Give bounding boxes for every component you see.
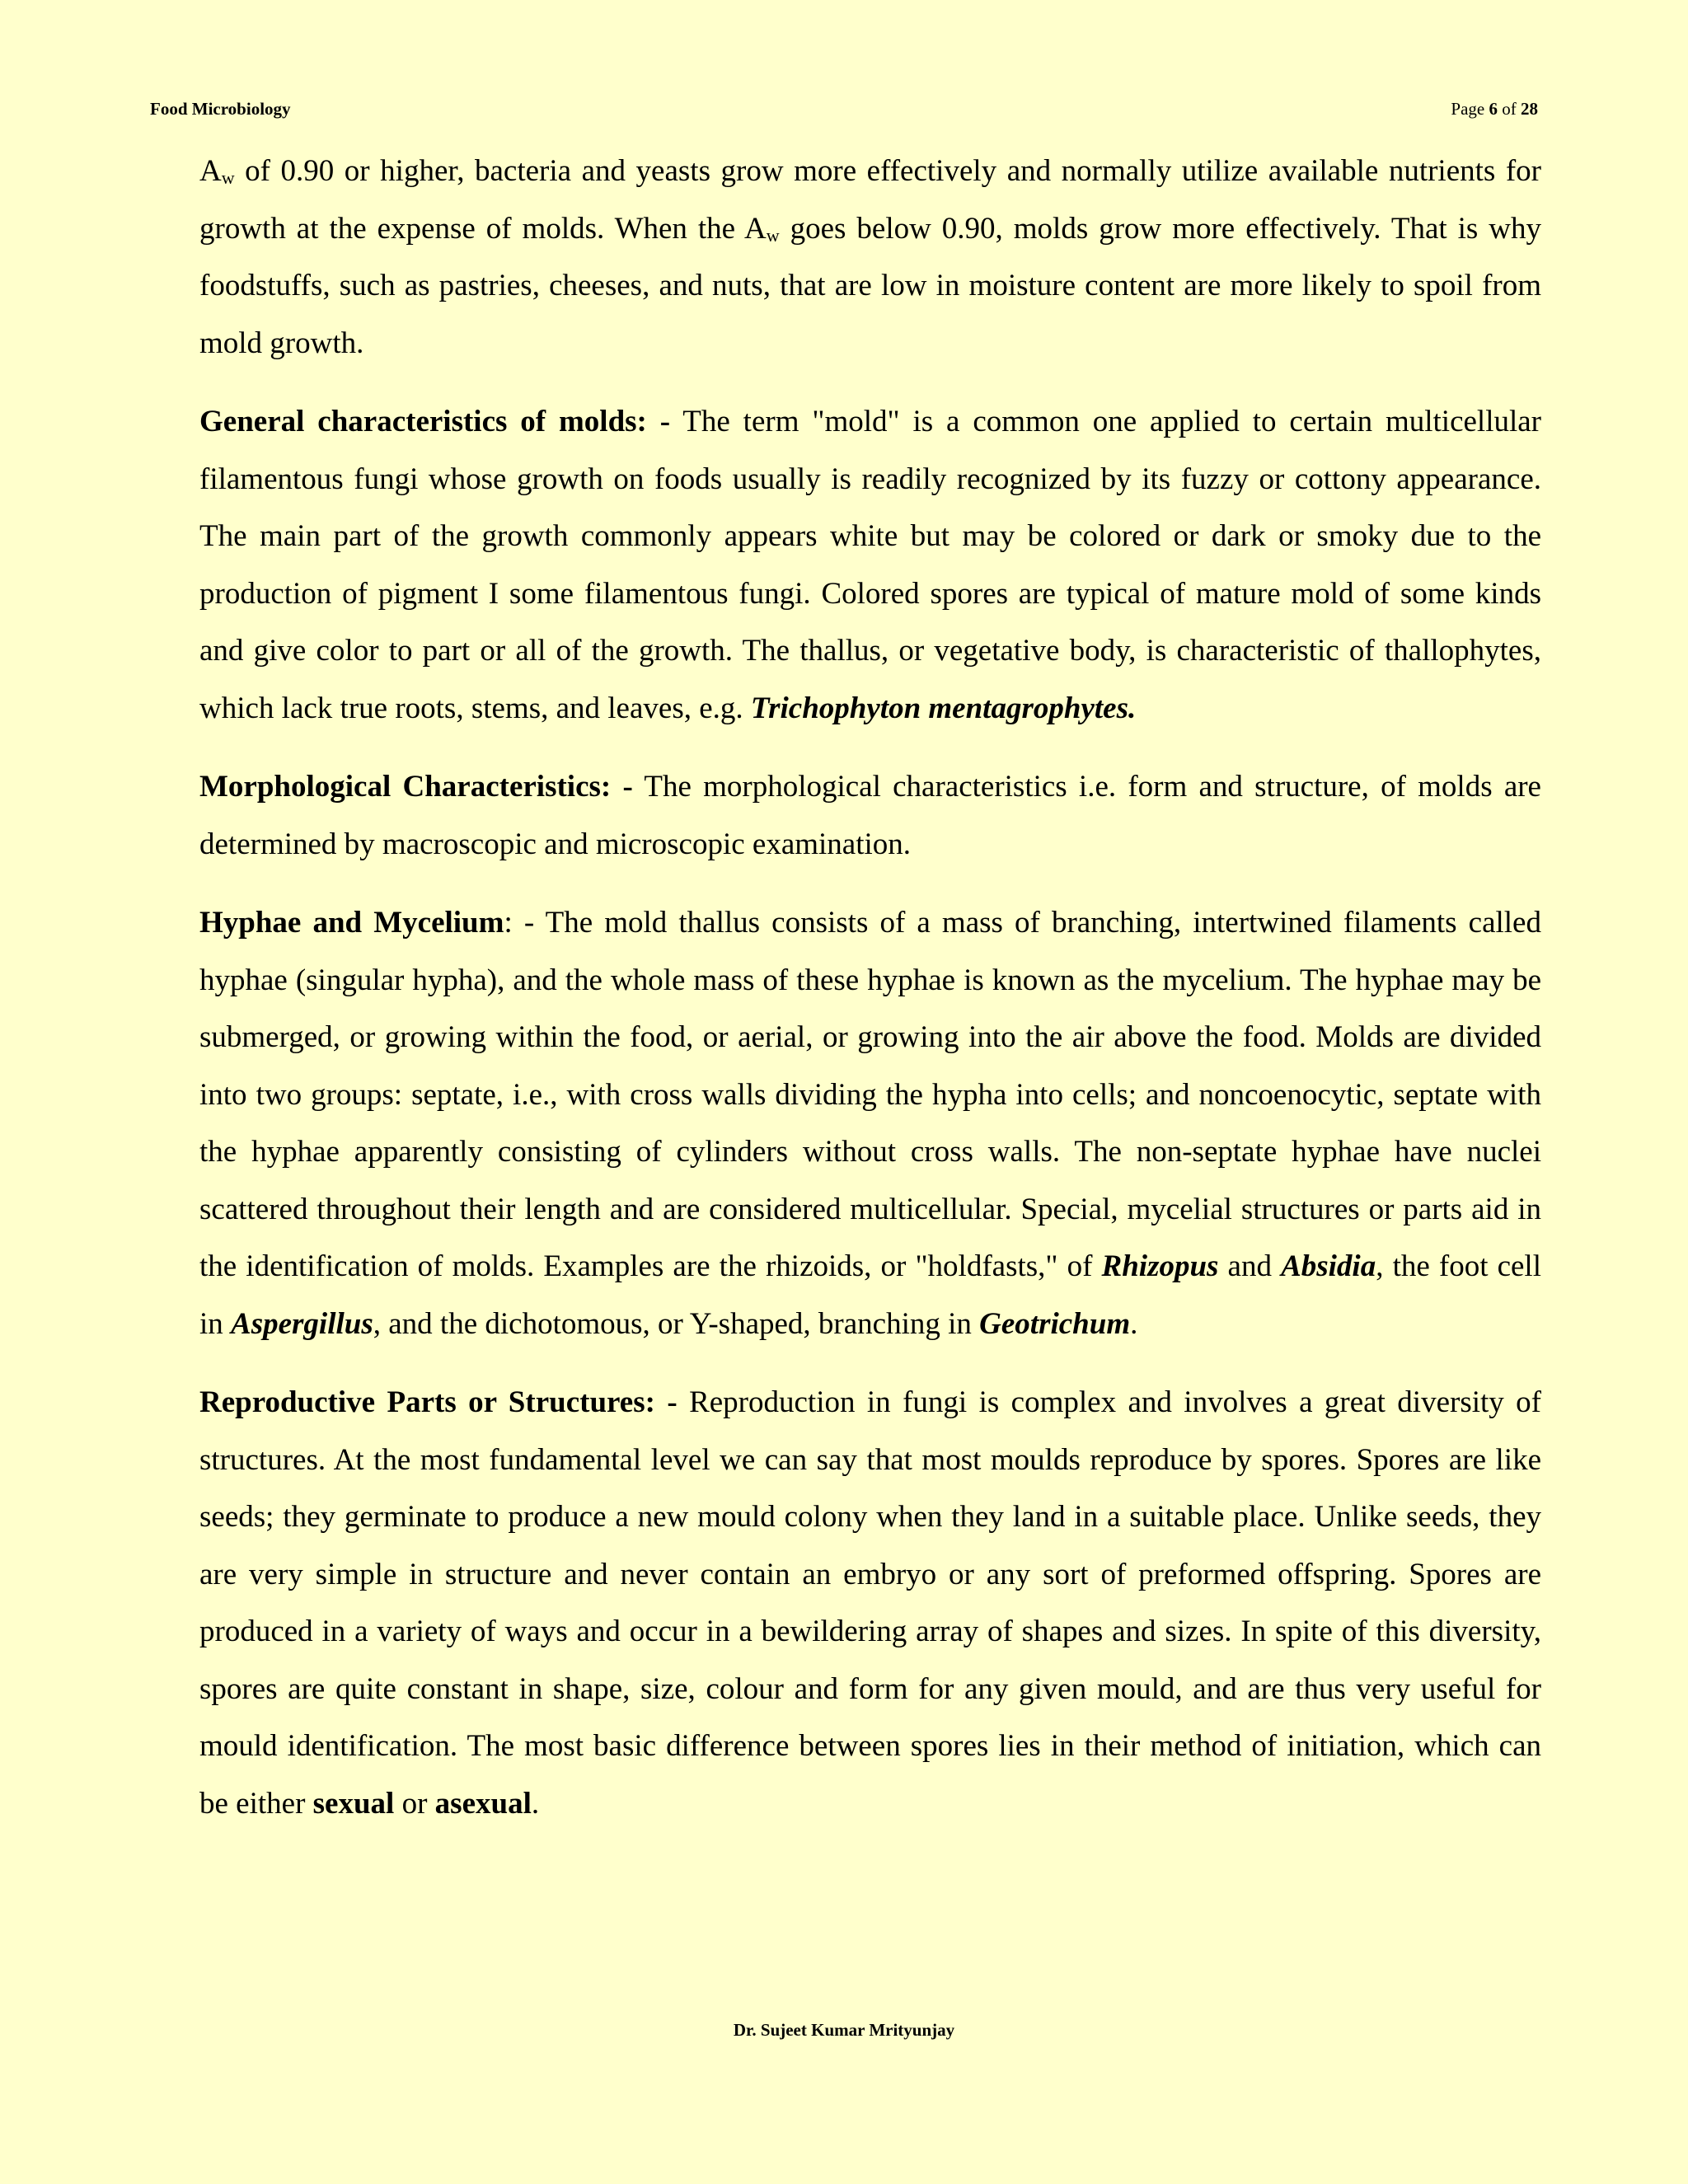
keyword-asexual: asexual: [434, 1786, 532, 1821]
paragraph-text: , and the dichotomous, or Y-shaped, branching in: [373, 1306, 980, 1341]
page-total: 28: [1521, 99, 1538, 119]
aw-subscript: w: [221, 167, 235, 188]
paragraph-text: The term "mold" is a common one applied to certain multicellular filamentous fungi whose growth on foods usually is readily recognized by its fuzzy or cottony appearance. The main part of the growth commonly appears white but may be colored or dark or smoky due to the production of pigment I some filamentous fungi. Colored spores are typical of mature mold of some kinds and give color to part or all of the growth. The thallus, or vegetative body, is characteristic of thallophytes, which lack true roots, stems, and leaves, e.g.: [199, 405, 1541, 725]
section-heading: Reproductive Parts or Structures: -: [199, 1385, 678, 1419]
section-heading: Morphological Characteristics: -: [199, 770, 633, 804]
genus-name: Geotrichum: [979, 1306, 1131, 1341]
paragraph-text: , the foot cell in: [199, 1249, 1541, 1341]
paragraph-water-activity: [199, 143, 1541, 372]
genus-name: Rhizopus: [1101, 1249, 1219, 1283]
paragraph-text: Reproduction in fungi is complex and involves a great diversity of structures. At the most fundamental level we can say that most moulds reproduce by spores. Spores are like seeds; they germinate to produce a new mould colony when they land in a suitable place. Unlike seeds, they are very simple in structure and never contain an embryo or any sort of preformed offspring. Spores are produced in a variety of ways and occur in a bewildering array of shapes and sizes. In spite of this diversity, spores are quite constant in shape, size, colour and form for any given mould, and are thus very useful for mould identification. The most basic difference between spores lies in their method of initiation, which can be either: [199, 1385, 1542, 1821]
section-heading: General characteristics of molds: -: [199, 405, 671, 438]
aw-symbol: A: [199, 154, 222, 188]
aw-subscript: w: [766, 224, 780, 246]
page-footer: Dr. Sujeet Kumar Mrityunjay: [733, 2020, 955, 2040]
paragraph-text: .: [1130, 1306, 1138, 1341]
genus-name: Aspergillus: [231, 1306, 373, 1341]
page-header: [150, 99, 1538, 124]
paragraph-text: of 0.90 or higher, bacteria and yeasts grow more effectively and normally utilize available nutrients for growth at the expense of molds. When the: [199, 154, 1541, 246]
species-name: Trichophyton mentagrophytes.: [750, 691, 1137, 725]
page-label: Page: [1451, 99, 1485, 119]
paragraph-hyphae-mycelium: [199, 894, 1541, 1352]
paragraph-general-characteristics: [199, 393, 1541, 737]
aw-symbol: A: [744, 211, 767, 246]
paragraph-morphological: [199, 758, 1541, 873]
page-of: of: [1502, 99, 1517, 119]
paragraph-text: : - The mold thallus consists of a mass of branching, intertwined filaments called hyphae (singular hypha), and the whole mass of these hyphae is known as the mycelium. The hyphae may be submerged, or growing within the food, or aerial, or growing into the air above the food. Molds are divided into two groups: septate, i.e., with cross walls dividing the hypha into cells; and noncoenocytic, septate with the hyphae apparently consisting of cylinders without cross walls. The non-septate hyphae have nuclei scattered throughout their length and are considered multicellular. Special, mycelial structures or parts aid in the identification of molds. Examples are the rhizoids, or "holdfasts," of: [199, 906, 1541, 1283]
genus-name: Absidia: [1281, 1249, 1376, 1283]
page-current: 6: [1489, 99, 1498, 119]
keyword-sexual: sexual: [312, 1786, 395, 1821]
paragraph-text: or: [394, 1786, 435, 1821]
paragraph-text: and: [1218, 1249, 1282, 1283]
section-heading: Hyphae and Mycelium: [199, 906, 504, 940]
paragraph-text: goes below 0.90, molds grow more effectively. That is why foodstuffs, such as pastries, cheeses, and nuts, that are low in moisture content are more likely to spoil from mold growth.: [199, 211, 1541, 360]
page-body: [199, 143, 1541, 1854]
running-title: Food Microbiology: [150, 99, 291, 119]
paragraph-text: The morphological characteristics i.e. form and structure, of molds are determined by macroscopic and microscopic examination.: [199, 770, 1541, 861]
paragraph-text: .: [531, 1786, 540, 1821]
paragraph-reproductive-parts: [199, 1374, 1541, 1832]
page-number: [1451, 99, 1538, 120]
